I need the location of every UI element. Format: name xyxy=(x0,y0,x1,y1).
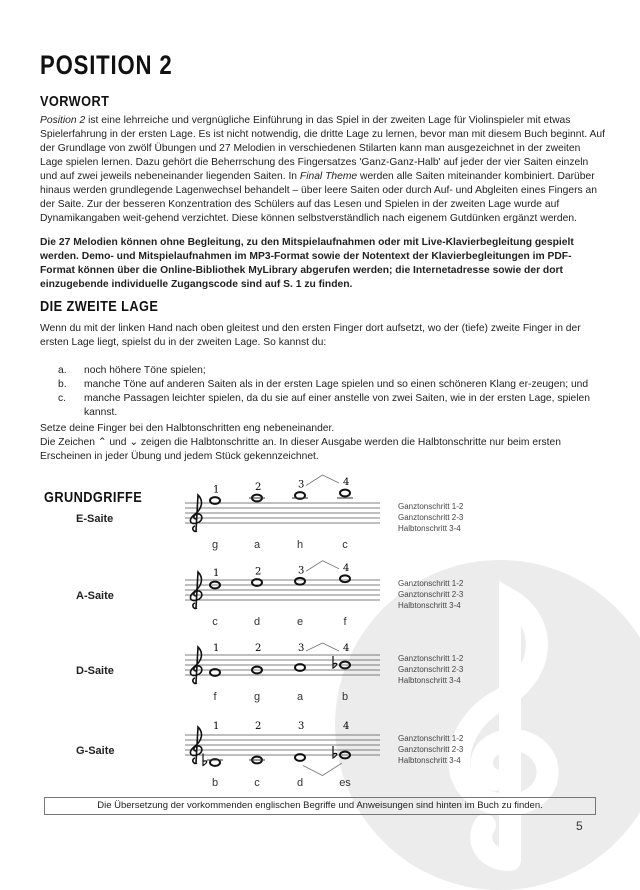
vorwort-paragraph-1 xyxy=(40,114,605,226)
piece-title: Final Theme xyxy=(299,171,358,182)
note-name: e xyxy=(296,616,304,628)
step-legend xyxy=(398,653,463,686)
note-name: f xyxy=(213,691,217,703)
note-name: d xyxy=(253,616,261,628)
finger-number: 3 xyxy=(298,565,305,577)
marker: b. xyxy=(58,379,67,390)
step-legend xyxy=(398,501,463,534)
step-label: Ganztonschritt 2-3 xyxy=(398,745,464,754)
string-label: A-Saite xyxy=(76,590,114,602)
finger-number: 4 xyxy=(343,721,350,732)
note-name: b xyxy=(211,777,219,789)
finger-number: 2 xyxy=(255,721,262,732)
step-legend xyxy=(398,578,463,611)
note-name: a xyxy=(253,539,261,551)
whole-note xyxy=(340,490,350,497)
halftone-mark xyxy=(306,475,339,486)
whole-note xyxy=(295,578,305,585)
finger-number: 2 xyxy=(255,566,262,578)
list-item xyxy=(40,392,605,420)
marker: c. xyxy=(58,393,67,404)
note-name: d xyxy=(296,777,304,789)
note-name: c xyxy=(342,539,348,551)
finger-number: 2 xyxy=(255,482,262,493)
step-label: Halbtonschritt 3-4 xyxy=(398,601,461,610)
finger-number: 3 xyxy=(298,479,305,491)
halftone-mark xyxy=(303,763,342,776)
halftone-up-symbol: ⌃ xyxy=(97,437,107,448)
note-name: c xyxy=(254,777,260,789)
note-name: es xyxy=(339,777,351,789)
step-label: Halbtonschritt 3-4 xyxy=(398,676,461,685)
finger-number: 2 xyxy=(255,643,262,654)
text: ist eine lehrreiche und vergnügliche Einführung in das Spiel in der zweiten Lage für Violinspieler mit etwas Spielerfahrung in der ersten Lage. Es ist nicht notwendig, die dritte Lage zu lernen, bevor man mit diesem Buch beginnt. Auf der Grundlage von zwölf Übungen und 27 Melodien in verschiedenen Stilarten kann man ausgezeichnet in der zweiten Lage spielen lernen. Dazu gehört die Beherrschung des Fingersatzes 'Ganz-Ganz-Halb' auf jeder der vier Saiten einzeln und auf zwei jeweils nebeneinander liegenden Saiten. In xyxy=(40,115,605,182)
page-number: 5 xyxy=(576,819,583,833)
note-name: b xyxy=(341,691,349,703)
book-title: Position 2 xyxy=(40,115,86,126)
note-name: g xyxy=(253,691,261,703)
finger-number: 4 xyxy=(343,562,350,574)
text: Die Zeichen xyxy=(40,437,98,448)
page-title: POSITION 2 xyxy=(40,50,173,80)
lage-paragraph-3: Setze deine Finger bei den Halbtonschritten eng nebeneinander. xyxy=(40,423,335,434)
step-label: Halbtonschritt 3-4 xyxy=(398,524,461,533)
step-label: Ganztonschritt 2-3 xyxy=(398,590,464,599)
note-name: h xyxy=(296,539,304,551)
step-label: Ganztonschritt 1-2 xyxy=(398,654,464,663)
vorwort-paragraph-2: Die 27 Melodien können ohne Begleitung, zu den Mitspielaufnahmen oder mit Live-Klavierbegleitung gespielt werden. Demo- und Mitspielaufnahmen im MP3-Format sowie der Notentext der Klavierbegleitungen im PDF-Format können über die Online-Bibliothek MyLibrary abgerufen werden; die Internetadresse sowie der dort einzugebende individuelle Zugangscode sind auf S. 1 zu finden. xyxy=(40,237,574,290)
halftone-mark xyxy=(306,561,339,572)
marker: a. xyxy=(58,365,67,376)
halftone-mark xyxy=(306,643,339,651)
note-name: f xyxy=(343,616,347,628)
flat-icon xyxy=(333,656,337,668)
grundgriffe-heading: GRUNDGRIFFE xyxy=(44,489,143,506)
text-column xyxy=(40,114,605,464)
lage-intro: Wenn du mit der linken Hand nach oben gleitest und den ersten Finger dort aufsetzt, wo der (tiefe) zweite Finger in der ersten Lage liegt, spielst du in der zweiten Lage. So kannst du: xyxy=(40,323,581,348)
finger-number: 3 xyxy=(298,721,305,732)
step-label: Ganztonschritt 2-3 xyxy=(398,665,464,674)
item-text: noch höhere Töne spielen; xyxy=(84,365,206,376)
string-label: G-Saite xyxy=(76,745,115,757)
text: zeigen die Halbtonschritte an. In dieser Ausgabe werden die Halbtonschritte nur beim ersten Erscheinen in jeder Übung und jedem Stück gekennzeichnet. xyxy=(40,437,561,462)
step-label: Halbtonschritt 3-4 xyxy=(398,756,461,765)
lage-heading: DIE ZWEITE LAGE xyxy=(40,298,159,315)
string-label: D-Saite xyxy=(76,665,114,677)
note-name: a xyxy=(296,691,304,703)
finger-number: 1 xyxy=(213,721,220,732)
finger-number: 1 xyxy=(213,484,220,496)
note-name: c xyxy=(212,616,218,628)
finger-number: 4 xyxy=(343,477,350,488)
step-label: Ganztonschritt 1-2 xyxy=(398,579,464,588)
lage-paragraph-4 xyxy=(40,436,605,464)
finger-number: 1 xyxy=(213,568,220,579)
finger-number: 1 xyxy=(213,643,220,654)
text: werden alle Saiten miteinander kombiniert. Darüber hinaus werden grundlegende Lagenwechsel behandelt – über leere Saiten oder durch Auf- und Abgleiten eines Fingers an der Saite. Zur der besseren Konzentration des Schülers auf das Lesen und Spielen in der zweiten Lage wurde auf Dynamikangaben weit-gehend verzichtet. Diese können selbstverständlich nach eigenem Gutdünken ergänzt werden. xyxy=(40,171,598,224)
step-legend xyxy=(398,733,463,766)
item-text: manche Töne auf anderen Saiten als in der ersten Lage spielen und so einen schöneren Klang er-zeugen; und xyxy=(84,379,589,390)
finger-number: 4 xyxy=(343,643,350,654)
flat-icon xyxy=(333,746,337,758)
step-label: Ganztonschritt 2-3 xyxy=(398,513,464,522)
item-text: manche Passagen leichter spielen, da du sie auf einer anstelle von zwei Saiten, wie in der ersten Lage, spielen kannst. xyxy=(84,393,591,418)
footer-note: Die Übersetzung der vorkommenden englischen Begriffe und Anweisungen sind hinten im Buch zu finden. xyxy=(44,797,596,815)
step-label: Ganztonschritt 1-2 xyxy=(398,502,464,511)
step-label: Ganztonschritt 1-2 xyxy=(398,734,464,743)
text: und xyxy=(106,437,130,448)
string-label: E-Saite xyxy=(76,513,114,525)
lage-list xyxy=(40,364,605,420)
whole-note xyxy=(340,575,350,582)
finger-number: 3 xyxy=(298,643,305,654)
note-name: g xyxy=(211,539,219,551)
halftone-down-symbol: ⌄ xyxy=(129,437,138,448)
vorwort-heading: VORWORT xyxy=(40,93,110,110)
list-item xyxy=(40,364,605,378)
list-item xyxy=(40,378,605,392)
